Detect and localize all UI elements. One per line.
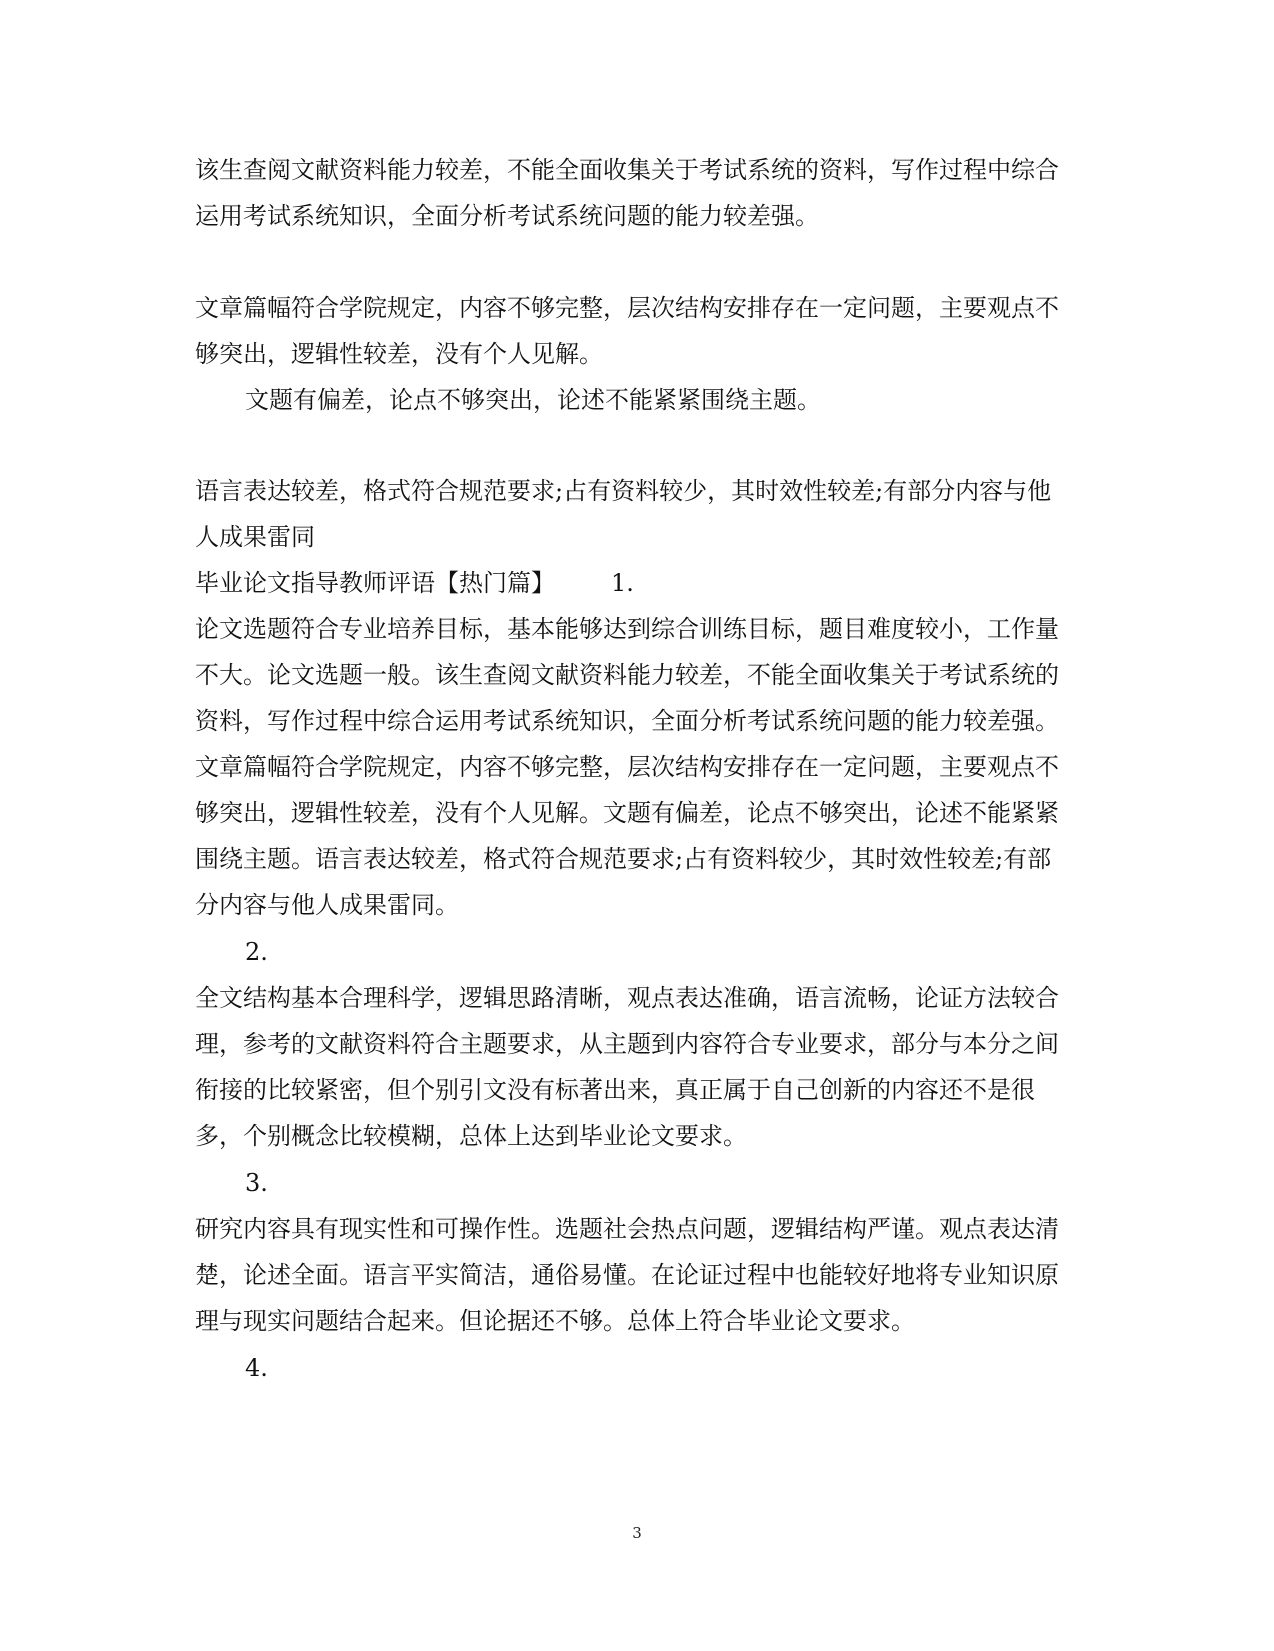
paragraph-4: 语言表达较差，格式符合规范要求;占有资料较少，其时效性较差;有部分内容与他人成果雷同 [195,477,1052,551]
paragraph-3: 文题有偏差，论点不够突出，论述不能紧紧围绕主题。 [245,386,821,414]
section-heading: 毕业论文指导教师评语【热门篇】 [195,569,555,597]
section-heading-line [195,560,634,606]
item-number-3: 3. [245,1169,268,1197]
paragraph-7: 研究内容具有现实性和可操作性。选题社会热点问题，逻辑结构严谨。观点表达清楚，论述全面。语言平实简洁，通俗易懂。在论证过程中也能较好地将专业知识原理与现实问题结合起来。但论据还不够。总体上符合毕业论文要求。 [195,1215,1059,1335]
page-number: 3 [632,1524,642,1542]
item-number-1: 1. [611,569,634,597]
paragraph-2: 文章篇幅符合学院规定，内容不够完整，层次结构安排存在一定问题，主要观点不够突出，逻辑性较差，没有个人见解。 [195,294,1059,368]
paragraph-1: 该生查阅文献资料能力较差，不能全面收集关于考试系统的资料，写作过程中综合运用考试系统知识，全面分析考试系统问题的能力较差强。 [195,156,1059,230]
item-number-2: 2. [245,938,268,966]
paragraph-5: 论文选题符合专业培养目标，基本能够达到综合训练目标，题目难度较小，工作量不大。论文选题一般。该生查阅文献资料能力较差，不能全面收集关于考试系统的资料，写作过程中综合运用考试系统知识，全面分析考试系统问题的能力较差强。文章篇幅符合学院规定，内容不够完整，层次结构安排存在一定问题，主要观点不够突出，逻辑性较差，没有个人见解。文题有偏差，论点不够突出，论述不能紧紧围绕主题。语言表达较差，格式符合规范要求;占有资料较少，其时效性较差;有部分内容与他人成果雷同。 [195,615,1059,919]
item-number-4: 4. [245,1354,268,1382]
paragraph-6: 全文结构基本合理科学，逻辑思路清晰，观点表达准确，语言流畅，论证方法较合理，参考的文献资料符合主题要求，从主题到内容符合专业要求，部分与本分之间衔接的比较紧密，但个别引文没有标著出来，真正属于自己创新的内容还不是很多，个别概念比较模糊，总体上达到毕业论文要求。 [195,984,1059,1150]
